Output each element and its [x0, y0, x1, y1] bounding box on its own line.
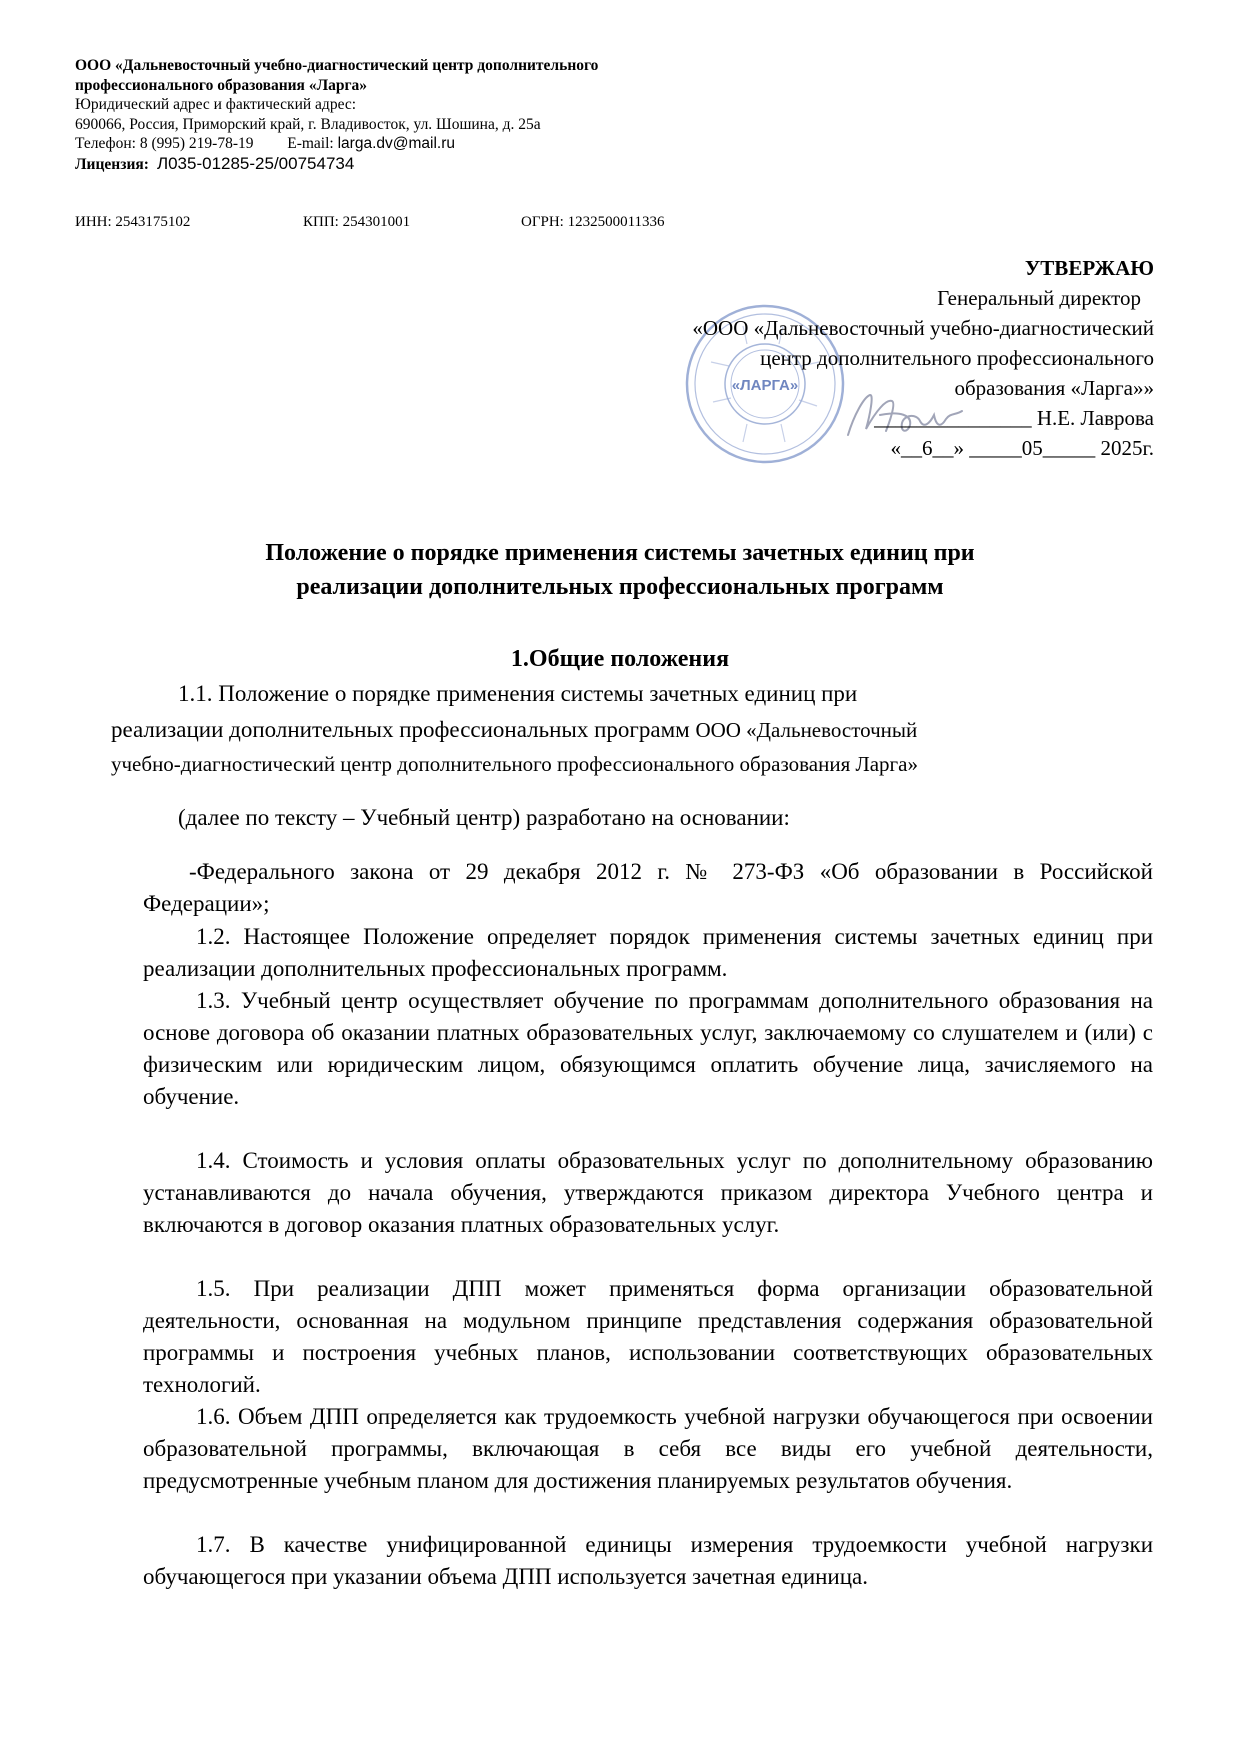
para-1-1-line1: 1.1. Положение о порядке применения системы зачетных единиц при: [178, 681, 858, 706]
approval-org-line2: центр дополнительного профессионального: [760, 346, 1154, 370]
para-1-1-line2b: ООО «Дальневосточный: [695, 718, 918, 742]
kpp: КПП: 254301001: [303, 214, 411, 230]
license-row: [75, 154, 975, 175]
license-number: Л035-01285-25/00754734: [156, 153, 355, 173]
para-1-2: 1.2. Настоящее Положение определяет порядок применения системы зачетных единиц при реализации дополнительных профессиональных программ.: [143, 924, 1153, 981]
address-label: Юридический адрес и фактический адрес:: [75, 96, 357, 113]
ogrn: ОГРН: 1232500011336: [521, 214, 665, 230]
approval-position: Генеральный директор: [937, 286, 1141, 310]
para-1-1-line2: [111, 714, 917, 746]
org-name-line1: ООО «Дальневосточный учебно-диагностический центр дополнительного: [75, 57, 599, 74]
title-line1: Положение о порядке применения системы зачетных единиц при: [265, 540, 975, 566]
approval-heading: УТВЕРЖАЮ: [1024, 256, 1154, 280]
approval-signature-line: _______________ Н.Е. Лаврова: [874, 406, 1154, 430]
law-reference: -Федерального закона от 29 декабря 2012 г. № 273-ФЗ «Об образовании в Российской Федерации»;: [143, 859, 1153, 916]
document-title: [0, 536, 1240, 604]
contacts-row: [75, 134, 975, 154]
email-label: E-mail:: [287, 135, 334, 152]
para-1-4: 1.4. Стоимость и условия оплаты образовательных услуг по дополнительному образованию устанавливаются до начала обучения, утверждаются приказом директора Учебного центра и включаются в договор оказания платных образовательных услуг.: [143, 1148, 1153, 1237]
stamp-center-text: «ЛАРГА»: [731, 377, 799, 394]
email-link[interactable]: larga.dv@mail.ru: [337, 135, 455, 152]
para-1-7: 1.7. В качестве унифицированной единицы измерения трудоемкости учебной нагрузки обучающегося при указании объема ДПП используется зачетная единица.: [143, 1532, 1153, 1589]
inn: ИНН: 2543175102: [75, 214, 191, 230]
address: 690066, Россия, Приморский край, г. Владивосток, ул. Шошина, д. 25а: [75, 115, 541, 133]
para-1-1-line3: учебно-диагностический центр дополнительного профессионального образования Ларга»: [111, 752, 918, 776]
para-1-3: 1.3. Учебный центр осуществляет обучение по программам дополнительного образования на основе договора об оказании платных образовательных услуг, заключаемому со слушателем и (или) с физическим или юридическим лицом, обязующимся оплатить обучение лица, зачисляемого на обучение.: [143, 988, 1153, 1109]
organization-header: [75, 56, 975, 174]
approval-date: «__6__» _____05_____ 2025г.: [890, 436, 1154, 460]
approval-org-line3: образования «Ларга»»: [954, 376, 1154, 400]
license-label: Лицензия:: [75, 155, 149, 173]
org-name-line2: профессионального образования «Ларга»: [75, 76, 368, 94]
phone: Телефон: 8 (995) 219-78-19: [75, 135, 254, 152]
para-1-1-line2a: реализации дополнительных профессиональных программ: [111, 717, 696, 742]
approval-org-line1: «ООО «Дальневосточный учебно-диагностический: [692, 316, 1154, 340]
title-line2: реализации дополнительных профессиональных программ: [296, 574, 944, 600]
para-1-6: 1.6. Объем ДПП определяется как трудоемкость учебной нагрузки обучающегося при освоении образовательной программы, включающая в себя все виды его учебной деятельности, предусмотренные учебным планом для достижения планируемых результатов обучения.: [143, 1404, 1153, 1493]
para-1-1-continuation: (далее по тексту – Учебный центр) разработано на основании:: [178, 805, 790, 830]
section-heading: 1.Общие положения: [510, 646, 730, 672]
para-1-5: 1.5. При реализации ДПП может применяться форма организации образовательной деятельности, основанная на модульном принципе представления содержания образовательной программы и построения учебных планов, использовании соответствующих образовательных технологий.: [143, 1276, 1153, 1397]
